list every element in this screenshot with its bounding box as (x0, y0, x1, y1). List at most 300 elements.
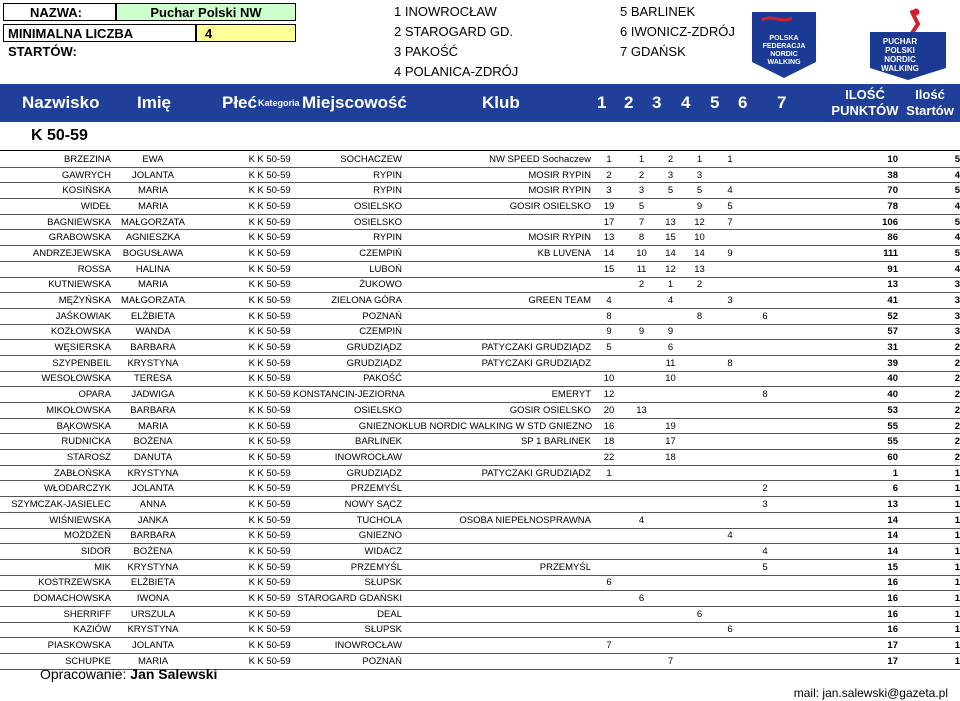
cell-category: K 50-59 (255, 183, 293, 199)
cell-gender: K (195, 183, 255, 199)
cup-logo-line-2: POLSKI (885, 46, 915, 55)
cell-points: 1 (816, 465, 898, 481)
cell-r4 (685, 528, 714, 544)
cell-surname: ROSSA (0, 261, 111, 277)
col-klub: Klub (482, 93, 520, 112)
col-kategoria: Kategoria (258, 98, 300, 108)
cell-first-name: HALINA (111, 261, 195, 277)
cell-city: OSIELSKO (293, 214, 402, 230)
min-starts-label-box (3, 24, 196, 59)
cell-r5 (714, 434, 746, 450)
cell-gender: K (195, 324, 255, 340)
cell-r1: 22 (591, 450, 627, 466)
table-top-rule (0, 150, 960, 151)
cell-r1 (591, 277, 627, 293)
federation-logo-line-1: POLSKA (769, 35, 799, 42)
col-r1: 1 (597, 93, 607, 112)
cell-r6 (746, 293, 784, 309)
cell-club (402, 591, 591, 607)
cell-club (402, 622, 591, 638)
cell-r6 (746, 575, 784, 591)
cell-r5 (714, 654, 746, 670)
col-punkty-line-1: ILOŚĆ (845, 87, 885, 102)
cup-logo-line-1: PUCHAR (882, 37, 918, 46)
cell-city: STAROGARD GDAŃSKI (293, 591, 402, 607)
cell-r4: 9 (685, 199, 714, 215)
cell-surname: BAGNIEWSKA (0, 214, 111, 230)
cell-r6: 4 (746, 544, 784, 560)
cell-r7 (784, 654, 816, 670)
table-row (0, 622, 960, 638)
cell-city: OSIELSKO (293, 403, 402, 419)
cell-surname: MĘŻYŃSKA (0, 293, 111, 309)
cell-surname: ANDRZEJEWSKA (0, 246, 111, 262)
cell-r6 (746, 183, 784, 199)
cell-category: K 50-59 (255, 199, 293, 215)
cell-r3 (656, 606, 685, 622)
cell-r4 (685, 403, 714, 419)
cell-starts: 1 (898, 638, 960, 654)
cell-city: RYPIN (293, 167, 402, 183)
cell-r4: 2 (685, 277, 714, 293)
cell-r5 (714, 591, 746, 607)
cell-r4 (685, 371, 714, 387)
cell-r3 (656, 622, 685, 638)
cell-r2 (627, 340, 656, 356)
cell-r1: 15 (591, 261, 627, 277)
cell-r4 (685, 324, 714, 340)
cell-r5 (714, 450, 746, 466)
cell-r5 (714, 559, 746, 575)
round-6: 6 IWONICZ-ZDRÓJ (620, 24, 735, 39)
cell-r7 (784, 450, 816, 466)
cell-category: K 50-59 (255, 575, 293, 591)
cell-club (402, 481, 591, 497)
table-row (0, 591, 960, 607)
cell-r2 (627, 418, 656, 434)
cell-starts: 4 (898, 230, 960, 246)
table-row (0, 293, 960, 309)
cell-surname: BRZEZINA (0, 152, 111, 167)
cell-r4 (685, 387, 714, 403)
cell-gender: K (195, 528, 255, 544)
cell-category: K 50-59 (255, 324, 293, 340)
cell-surname: KOSTRZEWSKA (0, 575, 111, 591)
table-row (0, 481, 960, 497)
cell-points: 16 (816, 575, 898, 591)
table-row (0, 606, 960, 622)
cell-r1: 16 (591, 418, 627, 434)
cell-r4: 14 (685, 246, 714, 262)
cell-first-name: JADWIGA (111, 387, 195, 403)
cell-r3: 13 (656, 214, 685, 230)
cell-gender: K (195, 512, 255, 528)
cell-r5 (714, 230, 746, 246)
cell-surname: KOSIŃSKA (0, 183, 111, 199)
col-r7: 7 (777, 93, 787, 112)
cell-starts: 2 (898, 450, 960, 466)
cell-r1: 12 (591, 387, 627, 403)
cell-starts: 1 (898, 512, 960, 528)
table-row (0, 418, 960, 434)
cell-r3 (656, 481, 685, 497)
cell-r5 (714, 465, 746, 481)
cell-gender: K (195, 246, 255, 262)
cell-points: 53 (816, 403, 898, 419)
cell-first-name: URSZULA (111, 606, 195, 622)
col-r5: 5 (710, 93, 720, 112)
cell-r7 (784, 246, 816, 262)
table-row (0, 512, 960, 528)
cell-r7 (784, 497, 816, 513)
cell-r2 (627, 528, 656, 544)
cell-gender: K (195, 575, 255, 591)
name-label-box (3, 3, 116, 21)
cell-club (402, 654, 591, 670)
cell-r3: 11 (656, 355, 685, 371)
cell-category: K 50-59 (255, 308, 293, 324)
name-value: Puchar Polski NW (150, 5, 262, 20)
cell-r3: 15 (656, 230, 685, 246)
cell-r1: 1 (591, 152, 627, 167)
table-row (0, 246, 960, 262)
cell-r7 (784, 528, 816, 544)
cell-r5 (714, 308, 746, 324)
cell-starts: 1 (898, 622, 960, 638)
cell-category: K 50-59 (255, 450, 293, 466)
cell-starts: 4 (898, 261, 960, 277)
cell-r4 (685, 481, 714, 497)
cell-r2 (627, 606, 656, 622)
cell-r2: 3 (627, 183, 656, 199)
cell-r3 (656, 465, 685, 481)
cell-r1: 9 (591, 324, 627, 340)
cell-r5 (714, 497, 746, 513)
cell-points: 14 (816, 528, 898, 544)
cell-points: 15 (816, 559, 898, 575)
cell-first-name: AGNIESZKA (111, 230, 195, 246)
cell-club (402, 528, 591, 544)
table-row (0, 152, 960, 167)
cell-surname: SZYMCZAK-JASIELEC (0, 497, 111, 513)
cell-r6 (746, 246, 784, 262)
cell-club: MOSIR RYPIN (402, 167, 591, 183)
cell-surname: DOMACHOWSKA (0, 591, 111, 607)
table-row (0, 214, 960, 230)
cell-city: BARLINEK (293, 434, 402, 450)
cell-r4 (685, 497, 714, 513)
cell-surname: OPARA (0, 387, 111, 403)
cell-surname: SCHUPKE (0, 654, 111, 670)
cell-gender: K (195, 387, 255, 403)
results-table (0, 152, 960, 670)
cell-r6 (746, 622, 784, 638)
cell-r1 (591, 606, 627, 622)
cell-r1: 1 (591, 465, 627, 481)
cell-r7 (784, 544, 816, 560)
cell-r2: 2 (627, 277, 656, 293)
cell-surname: RUDNICKA (0, 434, 111, 450)
cell-category: K 50-59 (255, 230, 293, 246)
cell-r4 (685, 591, 714, 607)
cup-logo-line-4: WALKING (881, 64, 919, 73)
cell-surname: SZYPENBEIL (0, 355, 111, 371)
cell-points: 13 (816, 497, 898, 513)
cell-category: K 50-59 (255, 559, 293, 575)
cell-r6: 8 (746, 387, 784, 403)
cell-starts: 4 (898, 167, 960, 183)
cell-r1 (591, 512, 627, 528)
cell-city: OSIELSKO (293, 199, 402, 215)
table-row (0, 544, 960, 560)
round-7: 7 GDAŃSK (620, 44, 686, 59)
cell-category: K 50-59 (255, 246, 293, 262)
table-row (0, 308, 960, 324)
cell-first-name: ELŻBIETA (111, 308, 195, 324)
cell-first-name: JANKA (111, 512, 195, 528)
cell-r1: 20 (591, 403, 627, 419)
cell-category: K 50-59 (255, 544, 293, 560)
round-4: 4 POLANICA-ZDRÓJ (394, 64, 519, 79)
cell-category: K 50-59 (255, 277, 293, 293)
cell-r5: 4 (714, 528, 746, 544)
category-title: K 50-59 (31, 127, 88, 144)
cell-surname: GAWRYCH (0, 167, 111, 183)
cell-r4 (685, 638, 714, 654)
cell-r3: 17 (656, 434, 685, 450)
results-body (0, 152, 960, 669)
cell-club (402, 277, 591, 293)
federation-logo-line-3: NORDIC (770, 51, 798, 58)
cell-category: K 50-59 (255, 418, 293, 434)
cell-points: 14 (816, 512, 898, 528)
cell-r6 (746, 324, 784, 340)
federation-logo (748, 10, 820, 80)
table-row (0, 528, 960, 544)
cell-starts: 1 (898, 497, 960, 513)
cell-surname: KUTNIEWSKA (0, 277, 111, 293)
cell-points: 38 (816, 167, 898, 183)
cell-r1 (591, 559, 627, 575)
cell-r5 (714, 403, 746, 419)
cell-r4 (685, 544, 714, 560)
cell-r2 (627, 544, 656, 560)
cell-r2: 10 (627, 246, 656, 262)
cell-r2 (627, 559, 656, 575)
cell-r5: 7 (714, 214, 746, 230)
cell-r1 (591, 528, 627, 544)
cell-starts: 2 (898, 434, 960, 450)
cell-points: 16 (816, 591, 898, 607)
cell-r1 (591, 654, 627, 670)
prepared-by (40, 666, 217, 682)
cell-surname: SHERRIFF (0, 606, 111, 622)
cell-r6 (746, 277, 784, 293)
cell-r1 (591, 544, 627, 560)
cell-starts: 1 (898, 559, 960, 575)
cell-points: 86 (816, 230, 898, 246)
cell-city: PRZEMYŚL (293, 481, 402, 497)
cell-points: 31 (816, 340, 898, 356)
cell-starts: 5 (898, 152, 960, 167)
cell-r7 (784, 167, 816, 183)
cell-surname: MIK (0, 559, 111, 575)
cell-category: K 50-59 (255, 654, 293, 670)
cell-starts: 2 (898, 355, 960, 371)
cell-club (402, 544, 591, 560)
prepared-name: Jan Salewski (130, 666, 218, 682)
cell-r4 (685, 418, 714, 434)
cell-surname: BĄKOWSKA (0, 418, 111, 434)
cell-surname: WIŚNIEWSKA (0, 512, 111, 528)
cell-city: RYPIN (293, 230, 402, 246)
cell-points: 70 (816, 183, 898, 199)
col-punkty (830, 87, 900, 119)
cell-r6 (746, 199, 784, 215)
cell-r1: 19 (591, 199, 627, 215)
cell-r7 (784, 152, 816, 167)
col-punkty-line-2: PUNKTÓW (831, 103, 899, 118)
rounds-list-1 (394, 2, 518, 82)
cell-r3: 2 (656, 152, 685, 167)
cell-starts: 1 (898, 544, 960, 560)
table-row (0, 167, 960, 183)
cell-r3 (656, 575, 685, 591)
cell-points: 40 (816, 371, 898, 387)
cell-r3: 5 (656, 183, 685, 199)
cell-r7 (784, 434, 816, 450)
cell-r3 (656, 199, 685, 215)
cell-club: MOSIR RYPIN (402, 183, 591, 199)
cell-city: INOWROCŁAW (293, 638, 402, 654)
cell-r4 (685, 465, 714, 481)
col-r6: 6 (738, 93, 748, 112)
cell-r3 (656, 559, 685, 575)
cell-city: GNIEZNO (293, 418, 402, 434)
cell-r3 (656, 308, 685, 324)
cell-r2: 6 (627, 591, 656, 607)
col-r4: 4 (681, 93, 691, 112)
cell-gender: K (195, 199, 255, 215)
table-row (0, 199, 960, 215)
cell-r1: 17 (591, 214, 627, 230)
cell-first-name: MARIA (111, 199, 195, 215)
cell-points: 60 (816, 450, 898, 466)
min-starts-label: MINIMALNA LICZBA STARTÓW: (8, 26, 133, 59)
column-header-bar (0, 84, 960, 122)
cell-r3: 3 (656, 167, 685, 183)
cell-r1 (591, 481, 627, 497)
cell-first-name: IWONA (111, 591, 195, 607)
cell-r3: 1 (656, 277, 685, 293)
cell-city: PAKOŚĆ (293, 371, 402, 387)
cell-club: MOSIR RYPIN (402, 230, 591, 246)
cell-r5: 1 (714, 152, 746, 167)
cell-first-name: KRYSTYNA (111, 622, 195, 638)
cell-starts: 2 (898, 387, 960, 403)
cell-gender: K (195, 340, 255, 356)
cell-r7 (784, 481, 816, 497)
cell-r5: 5 (714, 199, 746, 215)
cell-first-name: MARIA (111, 418, 195, 434)
cell-r6 (746, 591, 784, 607)
cell-r2 (627, 654, 656, 670)
cell-points: 55 (816, 418, 898, 434)
cell-club: SP 1 BARLINEK (402, 434, 591, 450)
cell-city: PRZEMYŚL (293, 559, 402, 575)
cell-first-name: MARIA (111, 183, 195, 199)
cell-r6: 3 (746, 497, 784, 513)
cell-r4: 10 (685, 230, 714, 246)
cell-r4 (685, 622, 714, 638)
cell-first-name: JOLANTA (111, 167, 195, 183)
cell-first-name: MAŁGORZATA (111, 293, 195, 309)
cell-r7 (784, 277, 816, 293)
cell-first-name: MARIA (111, 277, 195, 293)
cell-points: 16 (816, 606, 898, 622)
col-starty (902, 87, 958, 119)
cell-first-name: MARIA (111, 654, 195, 670)
cell-gender: K (195, 230, 255, 246)
cell-club: OSOBA NIEPEŁNOSPRAWNA (402, 512, 591, 528)
cell-r1 (591, 591, 627, 607)
cell-category: K 50-59 (255, 293, 293, 309)
cell-gender: K (195, 418, 255, 434)
cell-surname: GRABOWSKA (0, 230, 111, 246)
cell-starts: 1 (898, 465, 960, 481)
cell-club (402, 450, 591, 466)
cell-city: INOWROCŁAW (293, 450, 402, 466)
col-plec: Płeć (222, 93, 257, 112)
cell-r3 (656, 591, 685, 607)
cell-surname: ZABŁOŃSKA (0, 465, 111, 481)
cell-r2: 1 (627, 152, 656, 167)
cell-r6 (746, 434, 784, 450)
cell-club (402, 214, 591, 230)
cell-city: KONSTANCIN-JEZIORNA (293, 387, 402, 403)
cell-r1: 7 (591, 638, 627, 654)
cell-city: GNIEZNO (293, 528, 402, 544)
cell-category: K 50-59 (255, 481, 293, 497)
cell-first-name: JOLANTA (111, 638, 195, 654)
cell-r4: 5 (685, 183, 714, 199)
cell-r7 (784, 638, 816, 654)
cell-starts: 5 (898, 246, 960, 262)
cell-r4: 6 (685, 606, 714, 622)
cell-r6 (746, 465, 784, 481)
cell-club (402, 606, 591, 622)
contact-email: mail: jan.salewski@gazeta.pl (793, 686, 948, 700)
cell-r3 (656, 512, 685, 528)
table-row (0, 371, 960, 387)
cell-r5: 9 (714, 246, 746, 262)
cell-gender: K (195, 497, 255, 513)
cell-r2 (627, 638, 656, 654)
cell-city: NOWY SĄCZ (293, 497, 402, 513)
cell-r4 (685, 654, 714, 670)
cell-starts: 1 (898, 481, 960, 497)
table-row (0, 575, 960, 591)
cell-r4: 1 (685, 152, 714, 167)
cell-gender: K (195, 371, 255, 387)
cell-r2: 9 (627, 324, 656, 340)
min-starts-value: 4 (205, 26, 213, 41)
cell-points: 14 (816, 544, 898, 560)
cell-city: SŁUPSK (293, 575, 402, 591)
cell-r1: 5 (591, 340, 627, 356)
round-5: 5 BARLINEK (620, 4, 696, 19)
cell-r7 (784, 340, 816, 356)
